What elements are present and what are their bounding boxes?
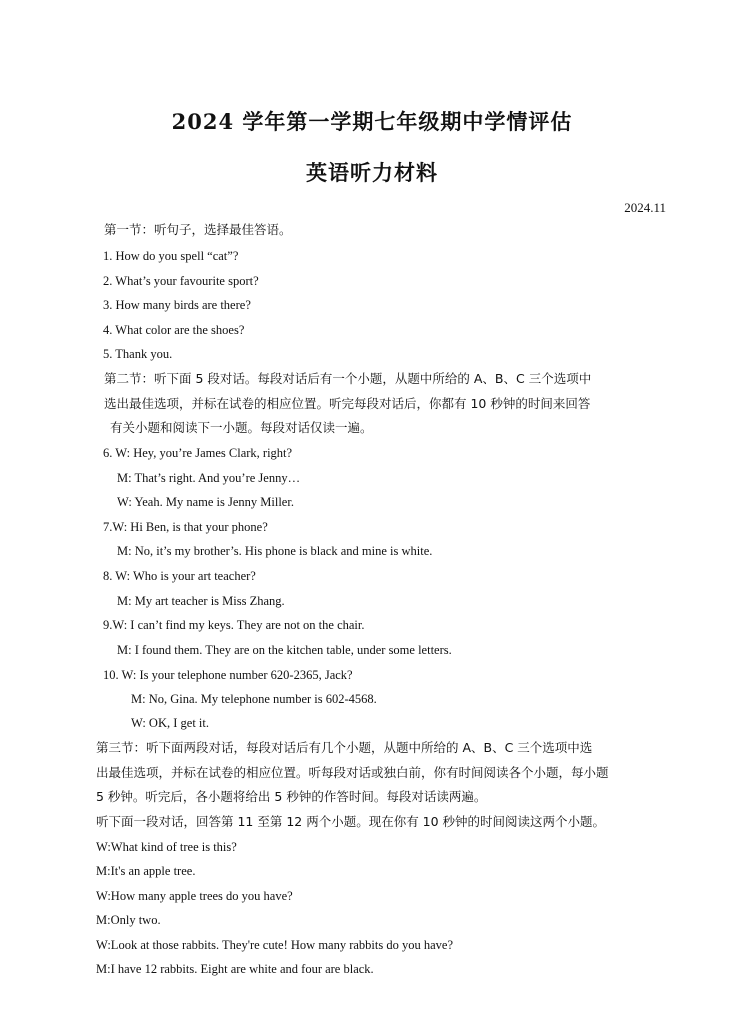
dialogue-line: 8. W: Who is your art teacher? <box>103 569 256 583</box>
instruction-line: 5 秒钟。听完后，各小题将给出 5 秒钟的作答时间。每段对话读两遍。 <box>96 789 487 804</box>
instruction-line: 有关小题和阅读下一小题。每段对话仅读一遍。 <box>110 420 373 435</box>
dialogue-line: M: That’s right. And you’re Jenny… <box>117 471 301 485</box>
dialogue-line: M: No, Gina. My telephone number is 602-4568. <box>131 692 377 706</box>
dialogue-line: M:I have 12 rabbits. Eight are white and four are black. <box>96 962 374 976</box>
question-line: 3. How many birds are there? <box>103 298 251 312</box>
dialogue-line: W: OK, I get it. <box>131 716 209 730</box>
dialogue-line: W: Yeah. My name is Jenny Miller. <box>117 495 294 509</box>
instruction-line: 听下面一段对话，回答第 11 至第 12 两个小题。现在你有 10 秒钟的时间阅读这两个小题。 <box>96 814 606 829</box>
question-line: 5. Thank you. <box>103 347 173 361</box>
section-3-heading: 第三节：听下面两段对话，每段对话后有几个小题，从题中所给的 A、B、C 三个选项中选 <box>96 740 593 755</box>
dialogue-line: M: No, it’s my brother’s. His phone is black and mine is white. <box>117 544 433 558</box>
document-title: 2024 学年第一学期七年级期中学情评估 <box>171 109 573 134</box>
instruction-line: 选出最佳选项，并标在试卷的相应位置。听完每段对话后，你都有 10 秒钟的时间来回答 <box>104 396 591 411</box>
dialogue-line: M: My art teacher is Miss Zhang. <box>117 594 285 608</box>
section-1-heading: 第一节：听句子，选择最佳答语。 <box>104 222 292 237</box>
document-subtitle: 英语听力材料 <box>306 160 438 185</box>
document-date: 2024.11 <box>624 200 666 215</box>
dialogue-line: M:It's an apple tree. <box>96 864 196 878</box>
dialogue-line: 10. W: Is your telephone number 620-2365, Jack? <box>103 668 353 682</box>
question-line: 4. What color are the shoes? <box>103 323 245 337</box>
question-line: 1. How do you spell “cat”? <box>103 249 239 263</box>
dialogue-line: 9.W: I can’t find my keys. They are not on the chair. <box>103 618 365 632</box>
dialogue-line: W:What kind of tree is this? <box>96 840 237 854</box>
section-2-heading: 第二节：听下面 5 段对话。每段对话后有一个小题，从题中所给的 A、B、C 三个选项中 <box>104 371 592 386</box>
dialogue-line: W:Look at those rabbits. They're cute! How many rabbits do you have? <box>96 938 454 952</box>
dialogue-line: 7.W: Hi Ben, is that your phone? <box>103 520 268 534</box>
question-line: 2. What’s your favourite sport? <box>103 274 259 288</box>
dialogue-line: W:How many apple trees do you have? <box>96 889 293 903</box>
dialogue-line: 6. W: Hey, you’re James Clark, right? <box>103 446 293 460</box>
dialogue-line: M:Only two. <box>96 913 161 927</box>
dialogue-line: M: I found them. They are on the kitchen table, under some letters. <box>117 643 452 657</box>
instruction-line: 出最佳选项，并标在试卷的相应位置。听每段对话或独白前，你有时间阅读各个小题，每小题 <box>96 765 609 780</box>
